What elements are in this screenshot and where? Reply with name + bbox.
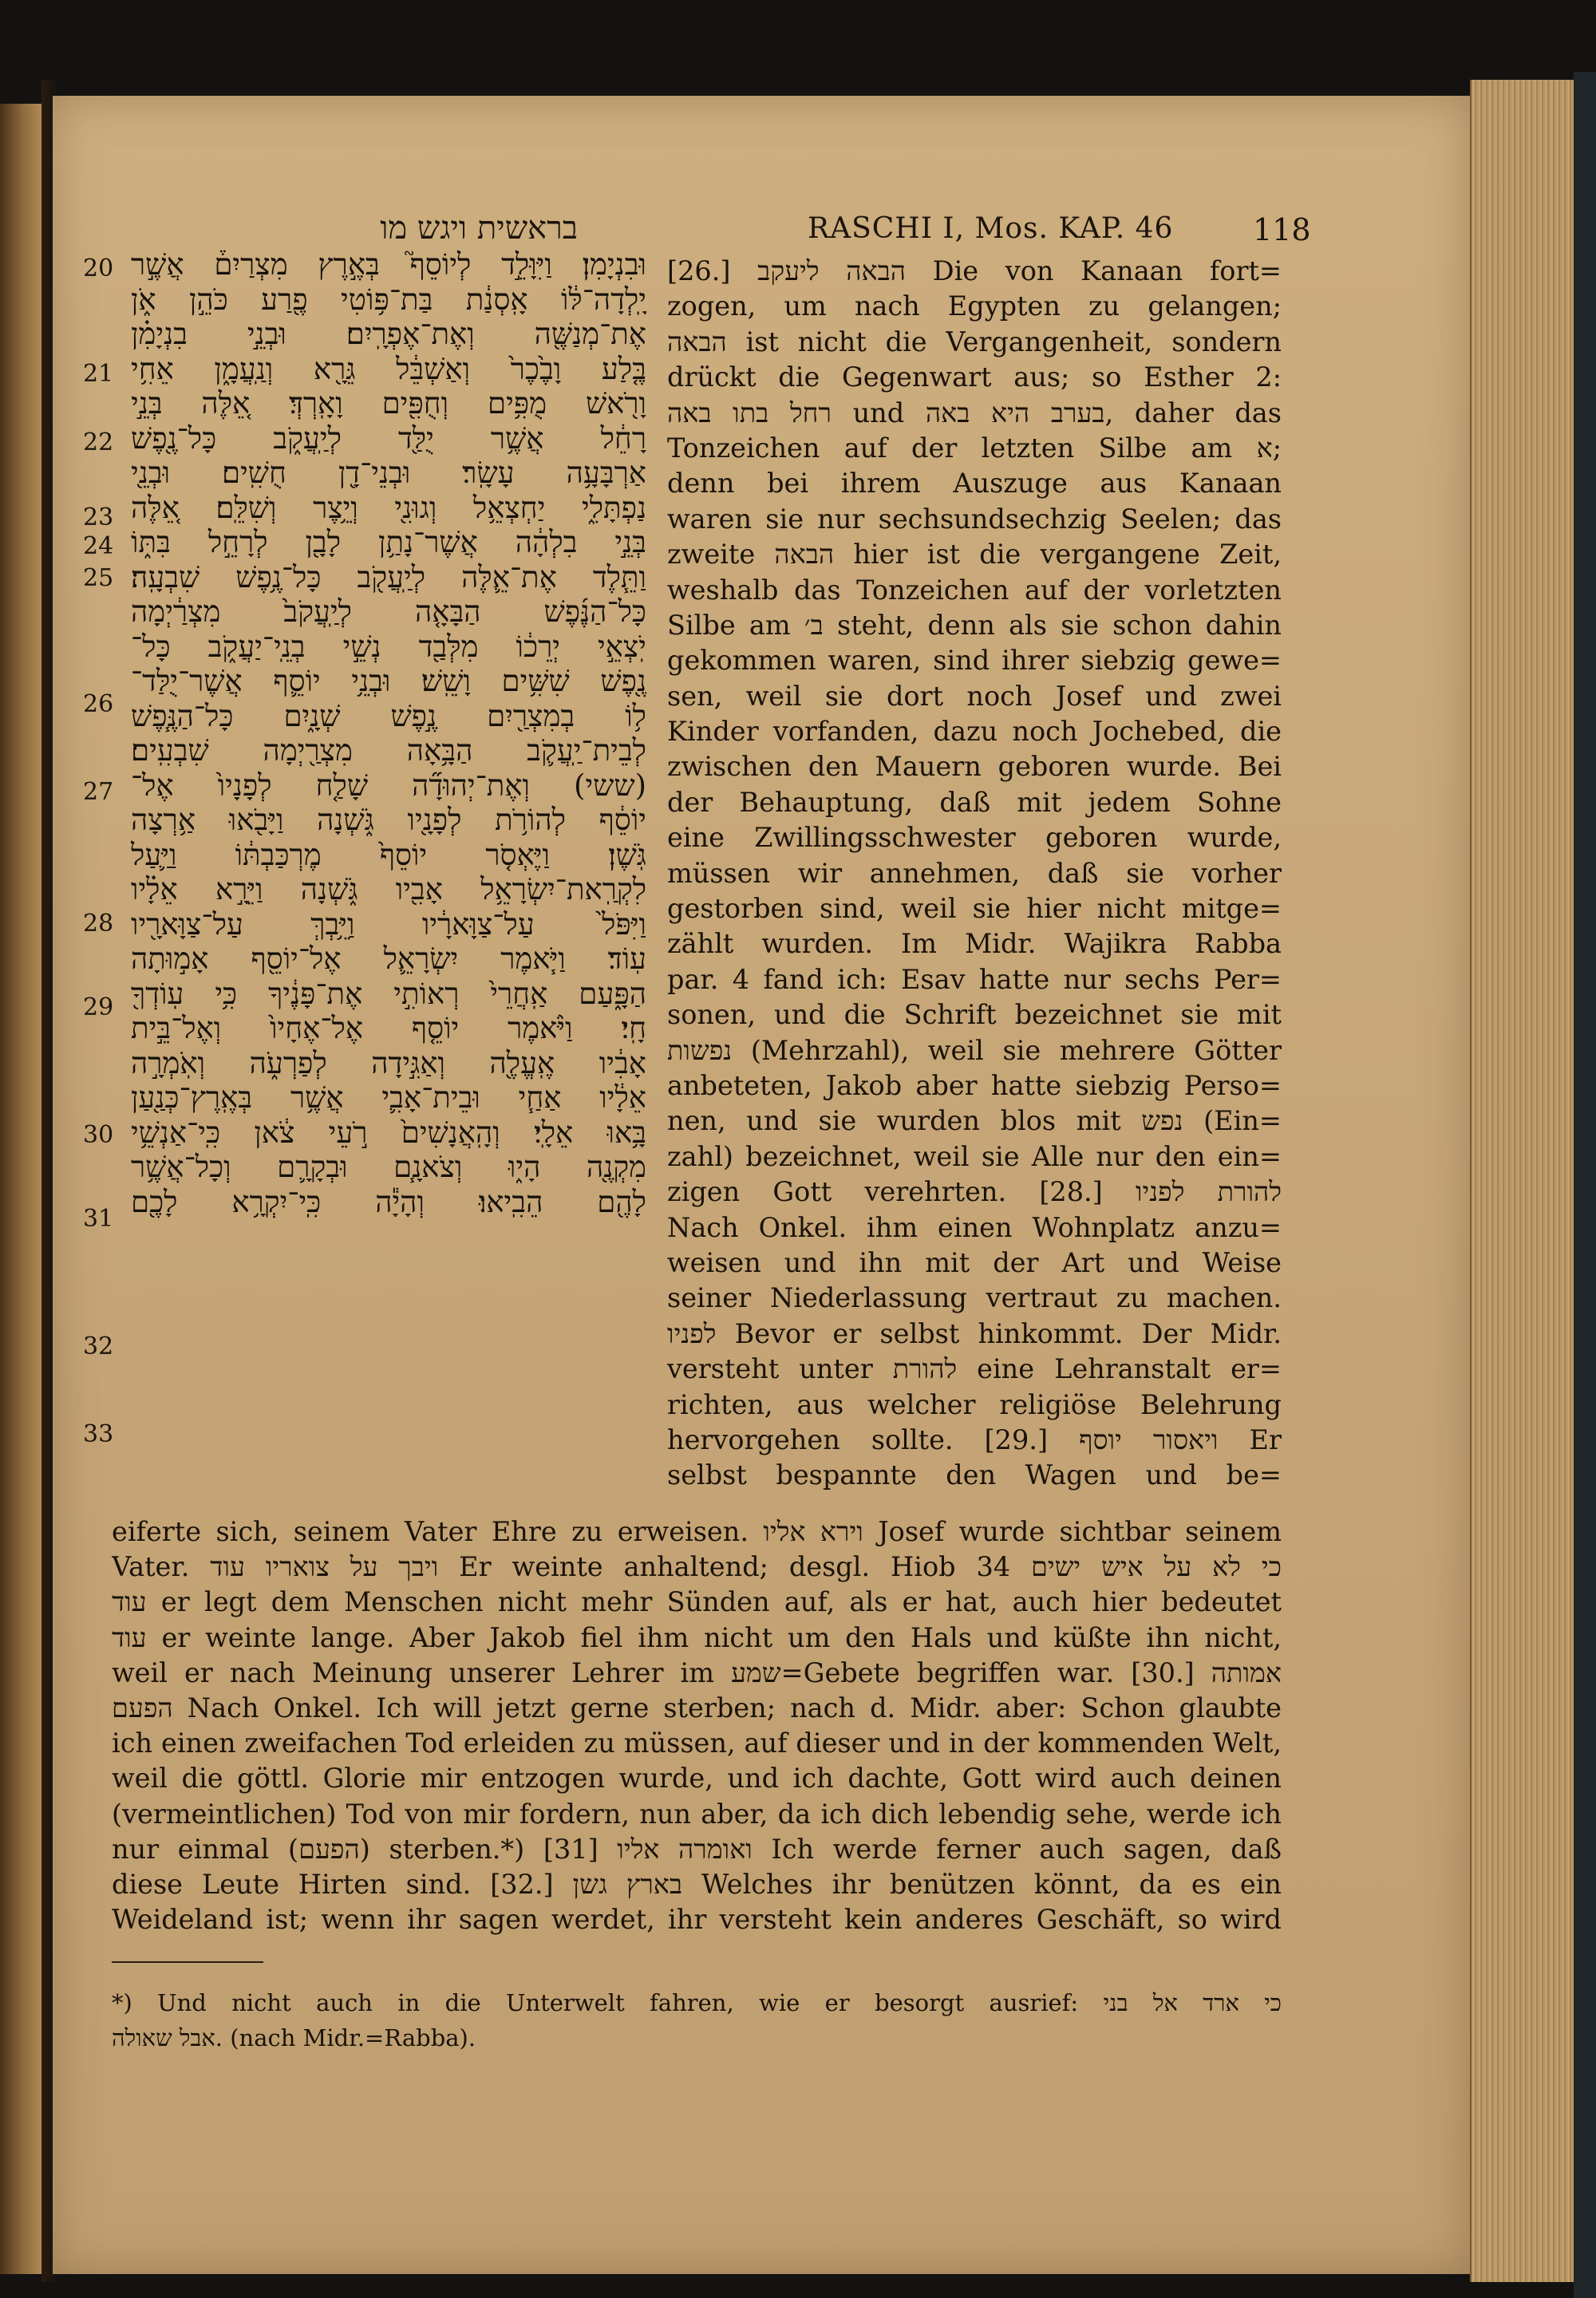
hebrew-line: בֶּ֤לַע וָבֶ֙כֶר֙ וְאַשְׁבֵּ֔ל גֵּרָ֖א וְנַֽעֲמָ֑ן אֵחִ֥י	[131, 351, 646, 386]
commentary-line: zahl) bezeichnet, weil sie Alle nur den ein=	[667, 1140, 1282, 1172]
verse-number: 21	[83, 360, 114, 388]
commentary-line: drückt die Gegenwart aus; so Esther 2:	[667, 361, 1282, 393]
commentary-column	[667, 254, 1282, 1494]
hebrew-line: וּבִנְיָמִן׃ וַיִּוָּלֵ֣ד לְיוֹסֵף֮ בְּאֶ֣רֶץ מִצְרַיִם֒ אֲשֶׁ֣ר	[131, 247, 646, 282]
hebrew-line: וַתֵּ֧לֶד אֶת־אֵ֛לֶּה לְיַֽעֲקֹ֖ב כָּל־נֶ֥פֶשׁ שִׁבְעָֽה׃	[131, 559, 646, 594]
commentary-line: anbeteten, Jakob aber hatte siebzig Perso=	[667, 1069, 1282, 1101]
commentary-line: [26.] הבאה ליעקב Die von Kanaan fort=	[667, 255, 1282, 286]
commentary-line: zogen, um nach Egypten zu gelangen;	[667, 290, 1282, 322]
commentary-line: hervorgehen sollte. [29.] ויאסור יוסף Er	[667, 1423, 1282, 1455]
commentary-line: selbst bespannte den Wagen und be=	[667, 1459, 1282, 1491]
commentary-line: עוד er weinte lange. Aber Jakob fiel ihm nicht um den Hals und küßte ihn nicht,	[112, 1621, 1282, 1653]
verse-number: 26	[83, 690, 114, 718]
commentary-full-width	[112, 1514, 1282, 1937]
verse-number: 28	[83, 910, 114, 938]
commentary-line: Vater. ויבך על צואריו עוד Er weinte anhaltend; desgl. Hiob 34 כי לא על איש ישים	[112, 1551, 1282, 1583]
hebrew-line: נֶ֖פֶשׁ שִׁשִּׁ֥ים וָשֵֽׁשׁ׃ וּבְנֵ֥י יוֹסֵ֛ף אֲשֶׁר־יֻלַּד־	[131, 664, 646, 698]
hebrew-line: יֹֽצְאֵ֣י יְרֵכ֔וֹ מִלְּבַ֖ד נְשֵׁ֣י בְנֵֽי־יַעֲקֹ֑ב כָּל־	[131, 629, 646, 664]
commentary-line: Weideland ist; wenn ihr sagen werdet, ihr versteht kein anderes Geschäft, so wird	[112, 1904, 1282, 1936]
commentary-line: הפעם Nach Onkel. Ich will jetzt gerne sterben; nach d. Midr. aber: Schon glaubte	[112, 1692, 1282, 1724]
verse-number: 20	[83, 255, 114, 282]
commentary-line: eiferte sich, seinem Vater Ehre zu erweisen. וירא אליו Josef wurde sichtbar seinem	[112, 1516, 1282, 1547]
hebrew-line: אַרְבָּעָ֥ה עָשָֽׂר׃ וּבְנֵי־דָ֖ן חֻשִֽׁים׃ וּבְנֵ֖י	[131, 456, 646, 490]
commentary-line: gestorben sind, weil sie hier nicht mitge=	[667, 893, 1282, 925]
commentary-line: רחל בתו באה und בערב היא באה, daher das	[667, 397, 1282, 428]
verse-number: 22	[83, 428, 114, 456]
hebrew-line: הַפָּ֑עַם אַֽחֲרֵי֙ רְאוֹתִ֣י אֶת־פָּנֶ֔יךָ כִּ֥י עֽוֹדְךָ֖	[131, 976, 646, 1011]
commentary-line: Nach Onkel. ihm einen Wohnplatz anzu=	[667, 1211, 1282, 1243]
hebrew-line: אֵלָ֔יו אַחַ֧י וּבֵית־אָבִ֛י אֲשֶׁ֥ר בְּאֶֽרֶץ־כְּנַ֖עַן	[131, 1080, 646, 1115]
verse-number: 33	[83, 1420, 114, 1448]
hebrew-line: בָּ֥אוּ אֵלָֽי׃ וְהָֽאֲנָשִׁים֙ רֹ֣עֵי צֹ֔אן כִּֽי־אַנְשֵׁ֥י	[131, 1115, 646, 1150]
footnote-line: *) Und nicht auch in die Unterwelt fahren, wie er besorgt ausrief: כי ארד אל בני	[112, 1989, 1282, 2016]
commentary-line: weil die göttl. Glorie mir entzogen wurde, und ich dachte, Gott wird auch deinen	[112, 1763, 1282, 1795]
commentary-line: sen, weil sie dort noch Josef und zwei	[667, 680, 1282, 712]
book-cover-edge	[1574, 72, 1596, 2298]
commentary-line: weil er nach Meinung unserer Lehrer im שמע=Gebete begriffen war. [30.] אמותה	[112, 1656, 1282, 1688]
commentary-line: weisen und ihn mit der Art und Weise	[667, 1246, 1282, 1278]
footnote	[112, 1985, 1282, 2055]
commentary-line: Kinder vorfanden, dazu noch Jochebed, die	[667, 716, 1282, 748]
commentary-line: zweite הבאה hier ist die vergangene Zeit,	[667, 539, 1282, 571]
commentary-line: richten, aus welcher religiöse Belehrung	[667, 1388, 1282, 1420]
commentary-line: gekommen waren, sind ihrer siebzig gewe=	[667, 645, 1282, 677]
hebrew-line: וַיִּפֹּל֙ עַל־צַוָּארָ֔יו וַיֵּ֥בְךְּ עַל־צַוָּארָ֖יו	[131, 906, 646, 942]
verse-number: 30	[83, 1121, 114, 1149]
hebrew-text-column	[131, 247, 646, 1219]
commentary-line: לפניו Bevor er selbst hinkommt. Der Midr.	[667, 1317, 1282, 1349]
hebrew-line: ל֥וֹ בְמִצְרַ֖יִם נֶ֣פֶשׁ שְׁנָ֑יִם כָּל־הַנֶּ֧פֶשׁ	[131, 698, 646, 733]
commentary-line: par. 4 fand ich: Esav hatte nur sechs Per=	[667, 963, 1282, 995]
verse-number: 29	[83, 993, 114, 1021]
commentary-line: müssen wir annehmen, daß sie vorher	[667, 857, 1282, 889]
hebrew-line: חָֽי׃ וַיֹּ֨אמֶר יוֹסֵ֤ף אֶל־אֶחָיו֙ וְאֶל־בֵּ֣ית	[131, 1011, 646, 1045]
left-page-edge	[0, 104, 43, 2274]
verse-number: 31	[83, 1205, 114, 1233]
hebrew-line: (ששי) וְאֶת־יְהוּדָ֞ה שָׁלַ֤ח לְפָנָיו֙ אֶל־	[131, 768, 646, 803]
commentary-line: Tonzeichen auf der letzten Silbe am א;	[667, 432, 1282, 464]
hebrew-line: רָחֵ֔ל אֲשֶׁ֥ר יֻלַּ֖ד לְיַֽעֲקֹ֑ב כָּל־נֶ֖פֶשׁ	[131, 421, 646, 456]
running-head-hebrew: בראשית ויגש מו	[380, 210, 578, 247]
commentary-line: הבאה ist nicht die Vergangenheit, sondern	[667, 326, 1282, 357]
hebrew-line: כָּל־הַנֶּ֜פֶשׁ הַבָּאָ֤ה לְיַֽעֲקֹב֙ מִצְרַ֔יְמָה	[131, 594, 646, 629]
running-head-title: RASCHI I, Mos. KAP. 46	[808, 212, 1174, 245]
commentary-line: נפשות (Mehrzahl), weil sie mehrere Götter	[667, 1034, 1282, 1066]
commentary-line: nur einmal (הפעם) sterben.*) [31] ואומרה אליו Ich werde ferner auch sagen, daß	[112, 1833, 1282, 1865]
commentary-line: der Behauptung, daß mit jedem Sohne	[667, 786, 1282, 818]
hebrew-line: אָבִ֔יו אֶֽעֱלֶ֖ה וְאַגִּ֣ידָה לְפַרְעֹ֑ה וְאֹֽמְרָ֣ה	[131, 1045, 646, 1080]
hebrew-line: עֽוֹד׃ וַיֹּ֧אמֶר יִשְׂרָאֵ֛ל אֶל־יוֹסֵ֖ף אָמ֣וּתָה	[131, 942, 646, 976]
commentary-line: versteht unter להורת eine Lehranstalt er=	[667, 1353, 1282, 1385]
hebrew-line: יוֹסֵ֔ף לְהוֹרֹ֥ת לְפָנָ֖יו גֹּ֑שְׁנָה וַיָּבֹ֖אוּ אַ֥רְצָה	[131, 803, 646, 837]
hebrew-line: לָהֶ֖ם הֵבִֽיאוּ׃ וְהָיָ֕ה כִּֽי־יִקְרָ֥א לָכֶ֖ם	[131, 1184, 646, 1219]
verse-number: 23	[83, 503, 114, 531]
commentary-line: denn bei ihrem Auszuge aus Kanaan	[667, 468, 1282, 499]
hebrew-line: וָרֹ֖אשׁ מֻפִּ֥ים וְחֻפִּ֖ים וָאָֽרְדְּ׃ אֵ֚לֶּה בְּנֵ֣י	[131, 386, 646, 421]
commentary-line: zwischen den Mauern geboren wurde. Bei	[667, 751, 1282, 783]
footnote-line: אבל שאולה. (nach Midr.=Rabba).	[112, 2024, 476, 2051]
commentary-line: עוד er legt dem Menschen nicht mehr Sünden auf, als er hat, auch hier bedeutet	[112, 1586, 1282, 1618]
commentary-line: nen, und sie wurden blos mit נפש (Ein=	[667, 1105, 1282, 1137]
commentary-line: zählt wurden. Im Midr. Wajikra Rabba	[667, 928, 1282, 960]
verse-number: 25	[83, 564, 114, 592]
footnote-divider	[112, 1961, 263, 1963]
commentary-line: ich einen zweifachen Tod erleiden zu müssen, auf dieser und in der kommenden Welt,	[112, 1727, 1282, 1759]
hebrew-line: לְבֵית־יַֽעֲקֹ֛ב הַבָּ֥אָה מִצְרַ֖יְמָה שִׁבְעִֽים׃	[131, 733, 646, 768]
hebrew-line: בְּנֵ֣י בִלְהָ֔ה אֲשֶׁר־נָתַ֥ן לָבָ֖ן לְרָחֵ֣ל בִּתּ֑וֹ	[131, 525, 646, 559]
hebrew-line: לִקְרַֽאת־יִשְׂרָאֵ֥ל אָבִ֖יו גֹּ֑שְׁנָה וַיֵּרָ֣א אֵלָ֗יו	[131, 872, 646, 906]
commentary-line: eine Zwillingsschwester geboren wurde,	[667, 822, 1282, 854]
commentary-line: waren sie nur sechsundsechzig Seelen; das	[667, 503, 1282, 535]
verse-number: 27	[83, 778, 114, 806]
page-number: 118	[1253, 212, 1311, 247]
commentary-line: weshalb das Tonzeichen auf der vorletzten	[667, 574, 1282, 606]
hebrew-line: יָֽלְדָה־לּ֔וֹ אָֽסְנַ֔ת בַּת־פּ֥וֹטִי פֶ֖רַע כֹּהֵ֣ן אֹ֑ן	[131, 282, 646, 317]
hebrew-line: נַפְתָּלִ֑י יַחְצְאֵ֥ל וְגוּנִ֖י וְיֵ֥צֶר וְשִׁלֵּֽם׃ אֵ֚לֶּה	[131, 490, 646, 525]
page-block-edges	[1470, 80, 1575, 2282]
hebrew-line: גֹּֽשֶׁן׃ וַיֶּאְסֹ֤ר יוֹסֵף֙ מֶרְכַּבְתּ֔וֹ וַיַּ֛עַל	[131, 837, 646, 872]
hebrew-line: אֶת־מְנַשֶּׁ֖ה וְאֶת־אֶפְרָֽיִם׃ וּבְנֵ֣י בִנְיָמִ֗ן	[131, 317, 646, 351]
verse-number: 32	[83, 1333, 114, 1360]
commentary-line: zigen Gott verehrten. [28.] להורת לפניו	[667, 1176, 1282, 1208]
commentary-line: Silbe am ב׳ steht, denn als sie schon dahin	[667, 609, 1282, 641]
commentary-line: (vermeintlichen) Tod von mir fordern, nun aber, da ich dich lebendig sehe, werde ich	[112, 1798, 1282, 1830]
commentary-line: seiner Niederlassung vertraut zu machen.	[667, 1282, 1282, 1314]
hebrew-line: מִקְנֶ֖ה הָי֑וּ וְצֹאנָ֧ם וּבְקָרָ֛ם וְכָל־אֲשֶׁ֥ר	[131, 1150, 646, 1184]
commentary-line: sonen, und die Schrift bezeichnet sie mit	[667, 999, 1282, 1031]
verse-number: 24	[83, 532, 114, 560]
commentary-line: diese Leute Hirten sind. [32.] בארץ גשן Welches ihr benützen könnt, da es ein	[112, 1868, 1282, 1900]
